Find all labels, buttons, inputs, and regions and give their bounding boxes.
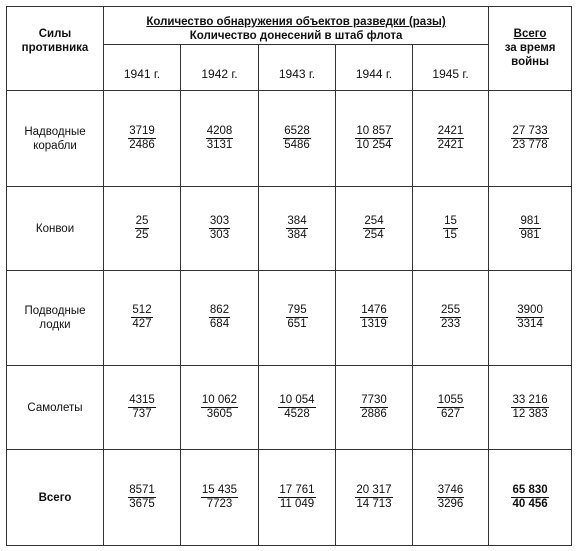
data-cell — [181, 271, 259, 366]
detected-total: 33 216 — [512, 393, 548, 406]
detected-value: 4315 — [129, 393, 155, 406]
detected-value: 3719 — [129, 124, 155, 137]
detected-value: 512 — [132, 304, 152, 316]
reported-value: 10 254 — [356, 138, 392, 151]
row-label — [7, 91, 104, 187]
total-cell — [489, 366, 572, 450]
row-label-line1: Подводные — [24, 305, 86, 317]
data-cell — [259, 366, 336, 450]
reported-value: 651 — [287, 318, 307, 330]
reported-grand-total: 40 456 — [512, 497, 548, 510]
detected-total: 27 733 — [512, 124, 548, 137]
reported-value: 233 — [440, 318, 461, 330]
data-cell — [104, 91, 181, 187]
forces-header-line1: Силы — [38, 28, 72, 40]
data-cell — [413, 271, 489, 366]
year-header: 1944 г. — [336, 45, 413, 91]
detected-value: 7730 — [361, 393, 387, 406]
row-label-line1: Конвои — [35, 222, 75, 235]
reported-value: 15 — [444, 228, 457, 241]
table-row — [7, 91, 572, 187]
data-cell — [181, 450, 259, 546]
reported-value: 25 — [135, 228, 149, 241]
detected-value: 303 — [209, 214, 230, 227]
detected-value: 10 062 — [201, 393, 238, 406]
reported-total: 981 — [520, 228, 540, 241]
group-header — [104, 7, 489, 45]
forces-header — [7, 7, 104, 91]
detected-value: 862 — [209, 304, 230, 316]
reported-value: 2886 — [361, 407, 387, 420]
row-label-line2: лодки — [39, 319, 71, 331]
data-cell — [259, 450, 336, 546]
reported-value: 3675 — [129, 497, 155, 510]
row-label — [7, 366, 104, 450]
total-header-line1: Всего — [513, 28, 547, 40]
detected-value: 3746 — [437, 483, 464, 496]
totals-row — [7, 450, 572, 546]
row-label-line2: корабли — [33, 139, 77, 152]
row-label-line1: Надводные — [24, 125, 86, 138]
data-cell — [336, 91, 413, 187]
total-header-line3: войны — [511, 56, 549, 68]
table-row — [7, 366, 572, 450]
row-label-line1: Самолеты — [27, 401, 83, 414]
reported-total: 3314 — [517, 318, 543, 330]
data-cell — [413, 187, 489, 271]
reported-value: 3131 — [206, 138, 233, 151]
table-row — [7, 271, 572, 366]
detected-value: 1476 — [361, 304, 387, 316]
row-label — [7, 187, 104, 271]
year-header: 1942 г. — [181, 45, 259, 91]
reported-value: 303 — [209, 228, 230, 241]
detected-total: 3900 — [517, 304, 543, 316]
reported-value: 3296 — [437, 497, 464, 510]
detected-value: 25 — [135, 214, 149, 227]
total-cell — [489, 91, 572, 187]
data-cell — [413, 450, 489, 546]
forces-header-line2: противника — [21, 42, 89, 54]
table-row — [7, 187, 572, 271]
data-cell — [259, 91, 336, 187]
detected-value: 15 — [444, 214, 457, 227]
data-cell — [181, 187, 259, 271]
reported-value: 254 — [364, 228, 384, 241]
total-header — [489, 7, 572, 91]
reported-value: 384 — [287, 228, 307, 241]
data-cell — [336, 450, 413, 546]
reported-value: 427 — [132, 318, 152, 330]
detected-value: 1055 — [437, 393, 464, 406]
detected-value: 384 — [287, 214, 307, 227]
data-cell — [413, 91, 489, 187]
row-label — [7, 450, 104, 546]
group-header-detected: Количество обнаружения объектов разведки (разы) — [146, 16, 446, 28]
grand-total-cell — [489, 450, 572, 546]
detected-value: 10 054 — [279, 393, 315, 406]
reported-value: 684 — [209, 318, 230, 330]
data-cell — [259, 271, 336, 366]
detected-value: 10 857 — [356, 124, 392, 137]
group-header-reported: Количество донесений в штаб флота — [189, 30, 403, 42]
data-cell — [413, 366, 489, 450]
data-cell — [104, 271, 181, 366]
detected-value: 254 — [364, 214, 384, 227]
data-cell — [181, 91, 259, 187]
reported-value: 11 049 — [279, 497, 315, 510]
detected-value: 8571 — [129, 483, 155, 496]
total-cell — [489, 187, 572, 271]
total-header-line2: за время — [504, 42, 556, 54]
data-cell — [336, 271, 413, 366]
year-header: 1943 г. — [259, 45, 336, 91]
reported-value: 2486 — [129, 138, 155, 151]
row-label-line1: Всего — [38, 491, 72, 504]
reported-value: 737 — [132, 407, 152, 420]
total-cell — [489, 271, 572, 366]
reported-value: 2421 — [437, 138, 464, 151]
reported-value: 627 — [440, 407, 461, 420]
detected-total: 981 — [520, 214, 540, 227]
detected-value: 20 317 — [356, 483, 392, 496]
reported-value: 14 713 — [356, 497, 392, 510]
reported-total: 12 383 — [512, 407, 548, 420]
header-row-group — [7, 7, 572, 45]
reported-value: 5486 — [284, 138, 310, 151]
reported-value: 7723 — [206, 497, 233, 510]
detected-value: 4208 — [206, 124, 233, 137]
year-header: 1941 г. — [104, 45, 181, 91]
detected-value: 17 761 — [279, 483, 315, 496]
data-cell — [104, 187, 181, 271]
detected-value: 15 435 — [201, 483, 238, 496]
detected-value: 2421 — [437, 124, 464, 137]
detected-value: 255 — [440, 304, 461, 316]
data-cell — [336, 366, 413, 450]
row-label — [7, 271, 104, 366]
detected-value: 795 — [287, 304, 307, 316]
detected-value: 6528 — [284, 124, 310, 137]
data-cell — [104, 450, 181, 546]
reported-value: 4528 — [284, 407, 310, 420]
reported-value: 1319 — [361, 318, 387, 330]
detected-grand-total: 65 830 — [512, 483, 548, 496]
data-cell — [336, 187, 413, 271]
year-header: 1945 г. — [413, 45, 489, 91]
data-cell — [259, 187, 336, 271]
reported-value: 3605 — [206, 407, 233, 420]
reported-total: 23 778 — [512, 138, 548, 151]
reconnaissance-table — [6, 6, 572, 546]
data-cell — [181, 366, 259, 450]
data-cell — [104, 366, 181, 450]
